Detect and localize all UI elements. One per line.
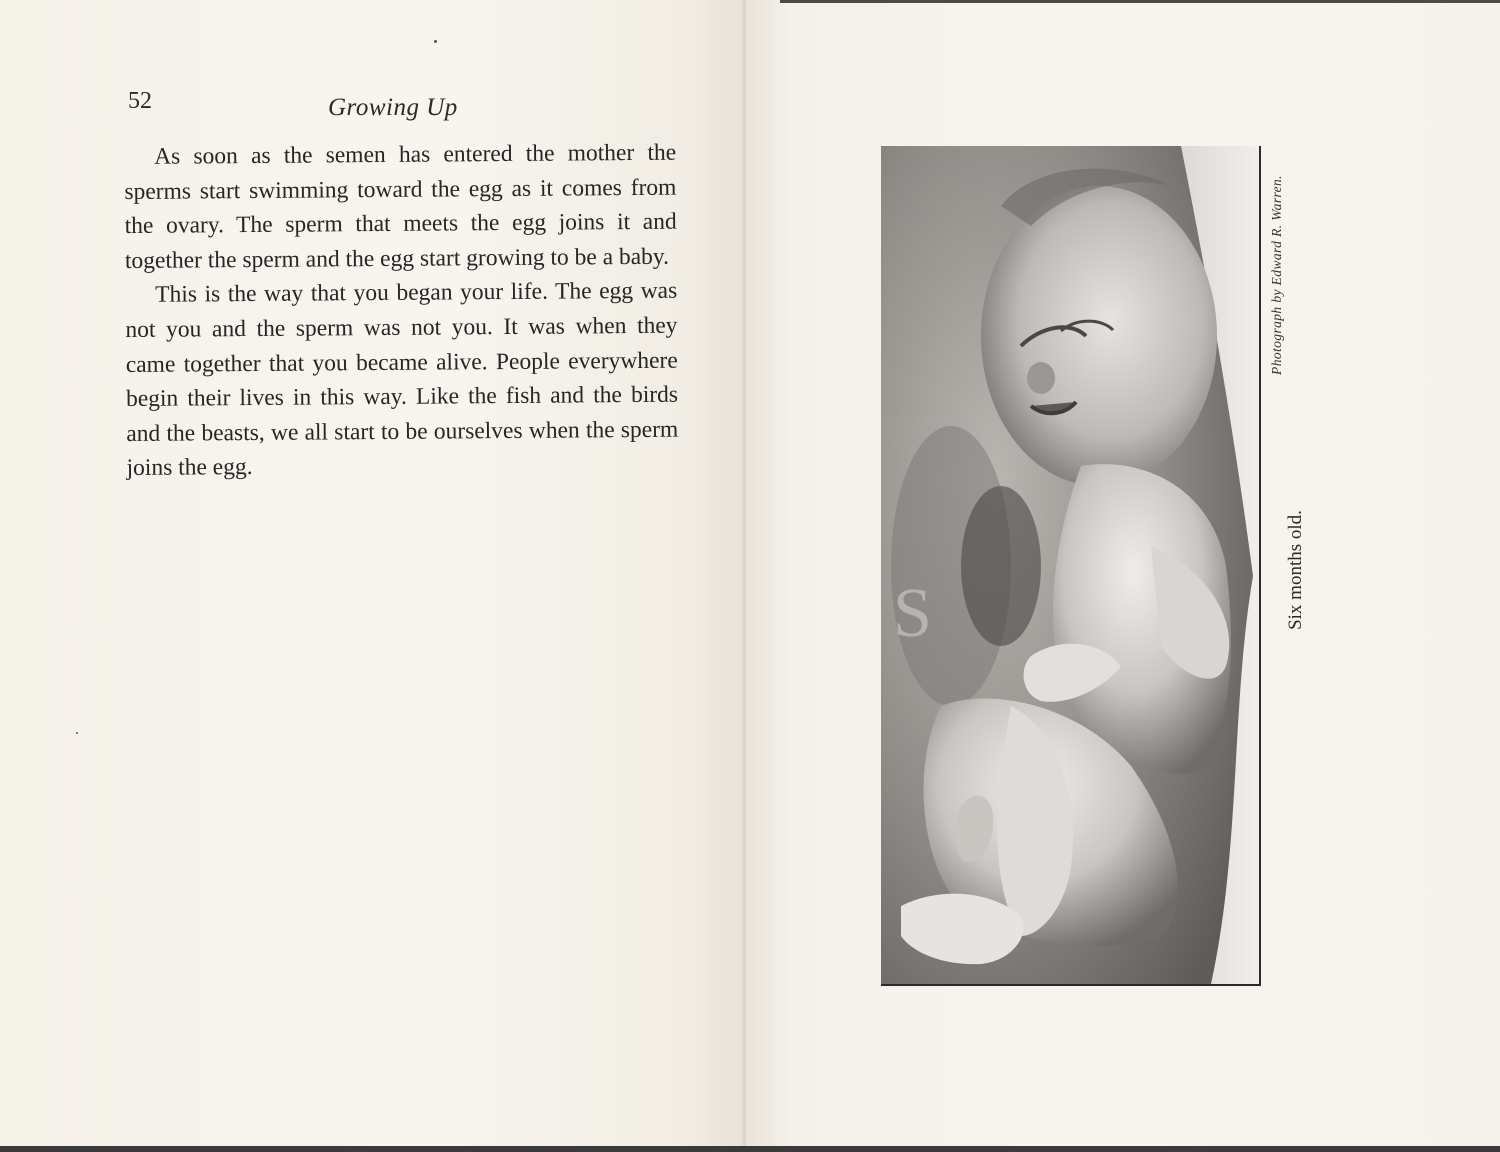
photo-caption: Six months old. bbox=[1285, 510, 1306, 630]
photo-image bbox=[881, 146, 1259, 984]
paper-speck bbox=[434, 40, 437, 43]
running-head: Growing Up bbox=[328, 94, 458, 121]
page-header bbox=[128, 88, 688, 128]
paragraph-1: As soon as the semen has entered the mother the sperms start swimming toward the egg as it comes from the ovary. The sperm that meets the egg joins it and together the sperm and the egg start growing to be a baby. bbox=[124, 139, 677, 274]
body-text bbox=[124, 136, 679, 486]
page-number: 52 bbox=[128, 88, 152, 114]
paragraph-2: This is the way that you began your life. The egg was not you and the sperm was not you. It was when they came together that you became alive. People everywhere begin their lives in this way. Like the fish and the birds and the beasts, we all start to be ourselves when the sperm joins the egg. bbox=[125, 278, 679, 482]
page-edge-top bbox=[780, 0, 1500, 3]
baby-photograph bbox=[881, 146, 1261, 986]
page-edge-bottom bbox=[0, 1146, 1500, 1152]
paper-speck bbox=[76, 732, 78, 734]
svg-text:S: S bbox=[893, 575, 932, 652]
photo-credit: Photograph by Edward R. Warren. bbox=[1269, 175, 1284, 375]
left-page bbox=[0, 0, 746, 1152]
